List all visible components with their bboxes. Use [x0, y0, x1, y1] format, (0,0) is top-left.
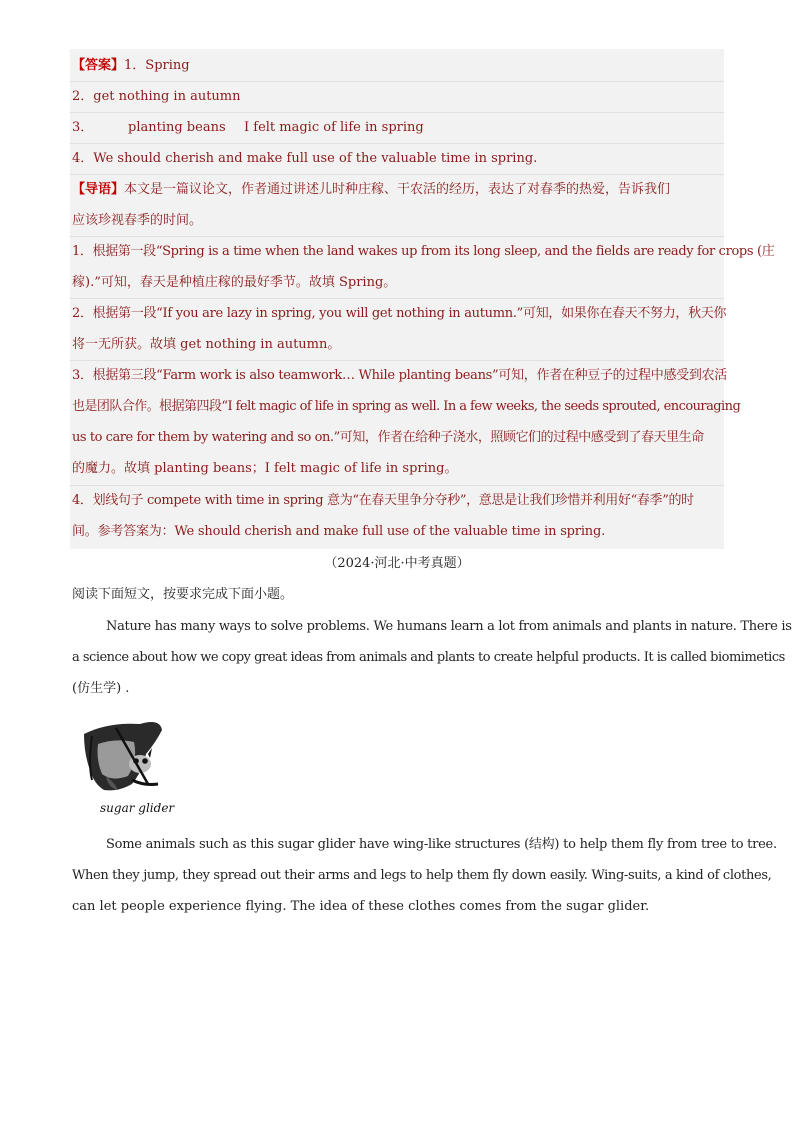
answer-item-2: 2．get nothing in autumn [72, 89, 241, 104]
explain-line: 3．根据第三段“Farm work is also teamwork… While planting beans”可知，作者在种豆子的过程中感受到农活 [72, 368, 727, 383]
answer-item-3a: planting beans [128, 120, 226, 135]
row-divider [70, 81, 724, 82]
explain-line: 1．根据第一段“Spring is a time when the land wakes up from its long sleep, and the fields are ready for crops (庄 [72, 244, 775, 259]
answer-item-1: 1．Spring [124, 58, 190, 73]
guide-text-1: 本文是一篇议论文，作者通过讲述儿时种庄稼、干农活的经历，表达了对春季的热爱，告诉我们 [124, 182, 671, 197]
row-divider [70, 174, 724, 175]
answer-item-3-num: 3． [72, 120, 94, 135]
row-divider [70, 485, 724, 486]
explain-line: 稼).”可知，春天是种植庄稼的最好季节。故填 Spring。 [72, 275, 397, 290]
row-divider [70, 236, 724, 237]
passage-line: When they jump, they spread out their arms and legs to help them fly down easily. Wing-suits, a kind of clothes, [72, 868, 772, 883]
row-divider [70, 143, 724, 144]
passage-line: (仿生学) . [72, 681, 130, 696]
row-divider [70, 298, 724, 299]
answer-line-3 [72, 119, 424, 137]
explain-line: 的魔力。故填 planting beans；I felt magic of life in spring。 [72, 461, 458, 476]
row-divider [70, 360, 724, 361]
answer-item-4: 4．We should cherish and make full use of the valuable time in spring. [72, 151, 538, 166]
explain-line: 2．根据第一段“If you are lazy in spring, you will get nothing in autumn.”可知，如果你在春天不努力，秋天你 [72, 306, 727, 321]
passage-line: can let people experience flying. The idea of these clothes comes from the sugar glider. [72, 899, 650, 914]
guide-line-2: 应该珍视春季的时间。 [72, 213, 203, 228]
question-source: （2024·河北·中考真题） [324, 556, 470, 571]
guide-line-1 [72, 181, 670, 199]
explain-line: 也是团队合作。根据第四段“I felt magic of life in spring as well. In a few weeks, the seeds sprouted, encouraging [72, 399, 741, 414]
passage-line: Nature has many ways to solve problems. We humans learn a lot from animals and plants in nature. There is [106, 619, 792, 634]
instruction: 阅读下面短文，按要求完成下面小题。 [72, 587, 294, 602]
guide-tag: 【导语】 [72, 182, 125, 197]
answer-tag: 【答案】 [72, 58, 125, 73]
explain-line: 4．划线句子 compete with time in spring 意为“在春天里争分夺秒”，意思是让我们珍惜并利用好“春季”的时 [72, 493, 694, 508]
row-divider [70, 112, 724, 113]
sugar-glider-image [78, 714, 178, 822]
explain-line: 间。参考答案为：We should cherish and make full use of the valuable time in spring. [72, 524, 605, 539]
image-caption: sugar glider [100, 801, 175, 815]
explain-line: 将一无所获。故填 get nothing in autumn。 [72, 337, 341, 352]
passage-line: a science about how we copy great ideas from animals and plants to create helpful products. It is called biomimetics [72, 650, 785, 665]
answer-item-3b: I felt magic of life in spring [244, 120, 424, 135]
passage-line: Some animals such as this sugar glider have wing-like structures (结构) to help them fly from tree to tree. [106, 837, 777, 852]
answer-line-1 [72, 57, 190, 75]
explain-line: us to care for them by watering and so on.”可知，作者在给种子浇水，照顾它们的过程中感受到了春天里生命 [72, 430, 704, 445]
